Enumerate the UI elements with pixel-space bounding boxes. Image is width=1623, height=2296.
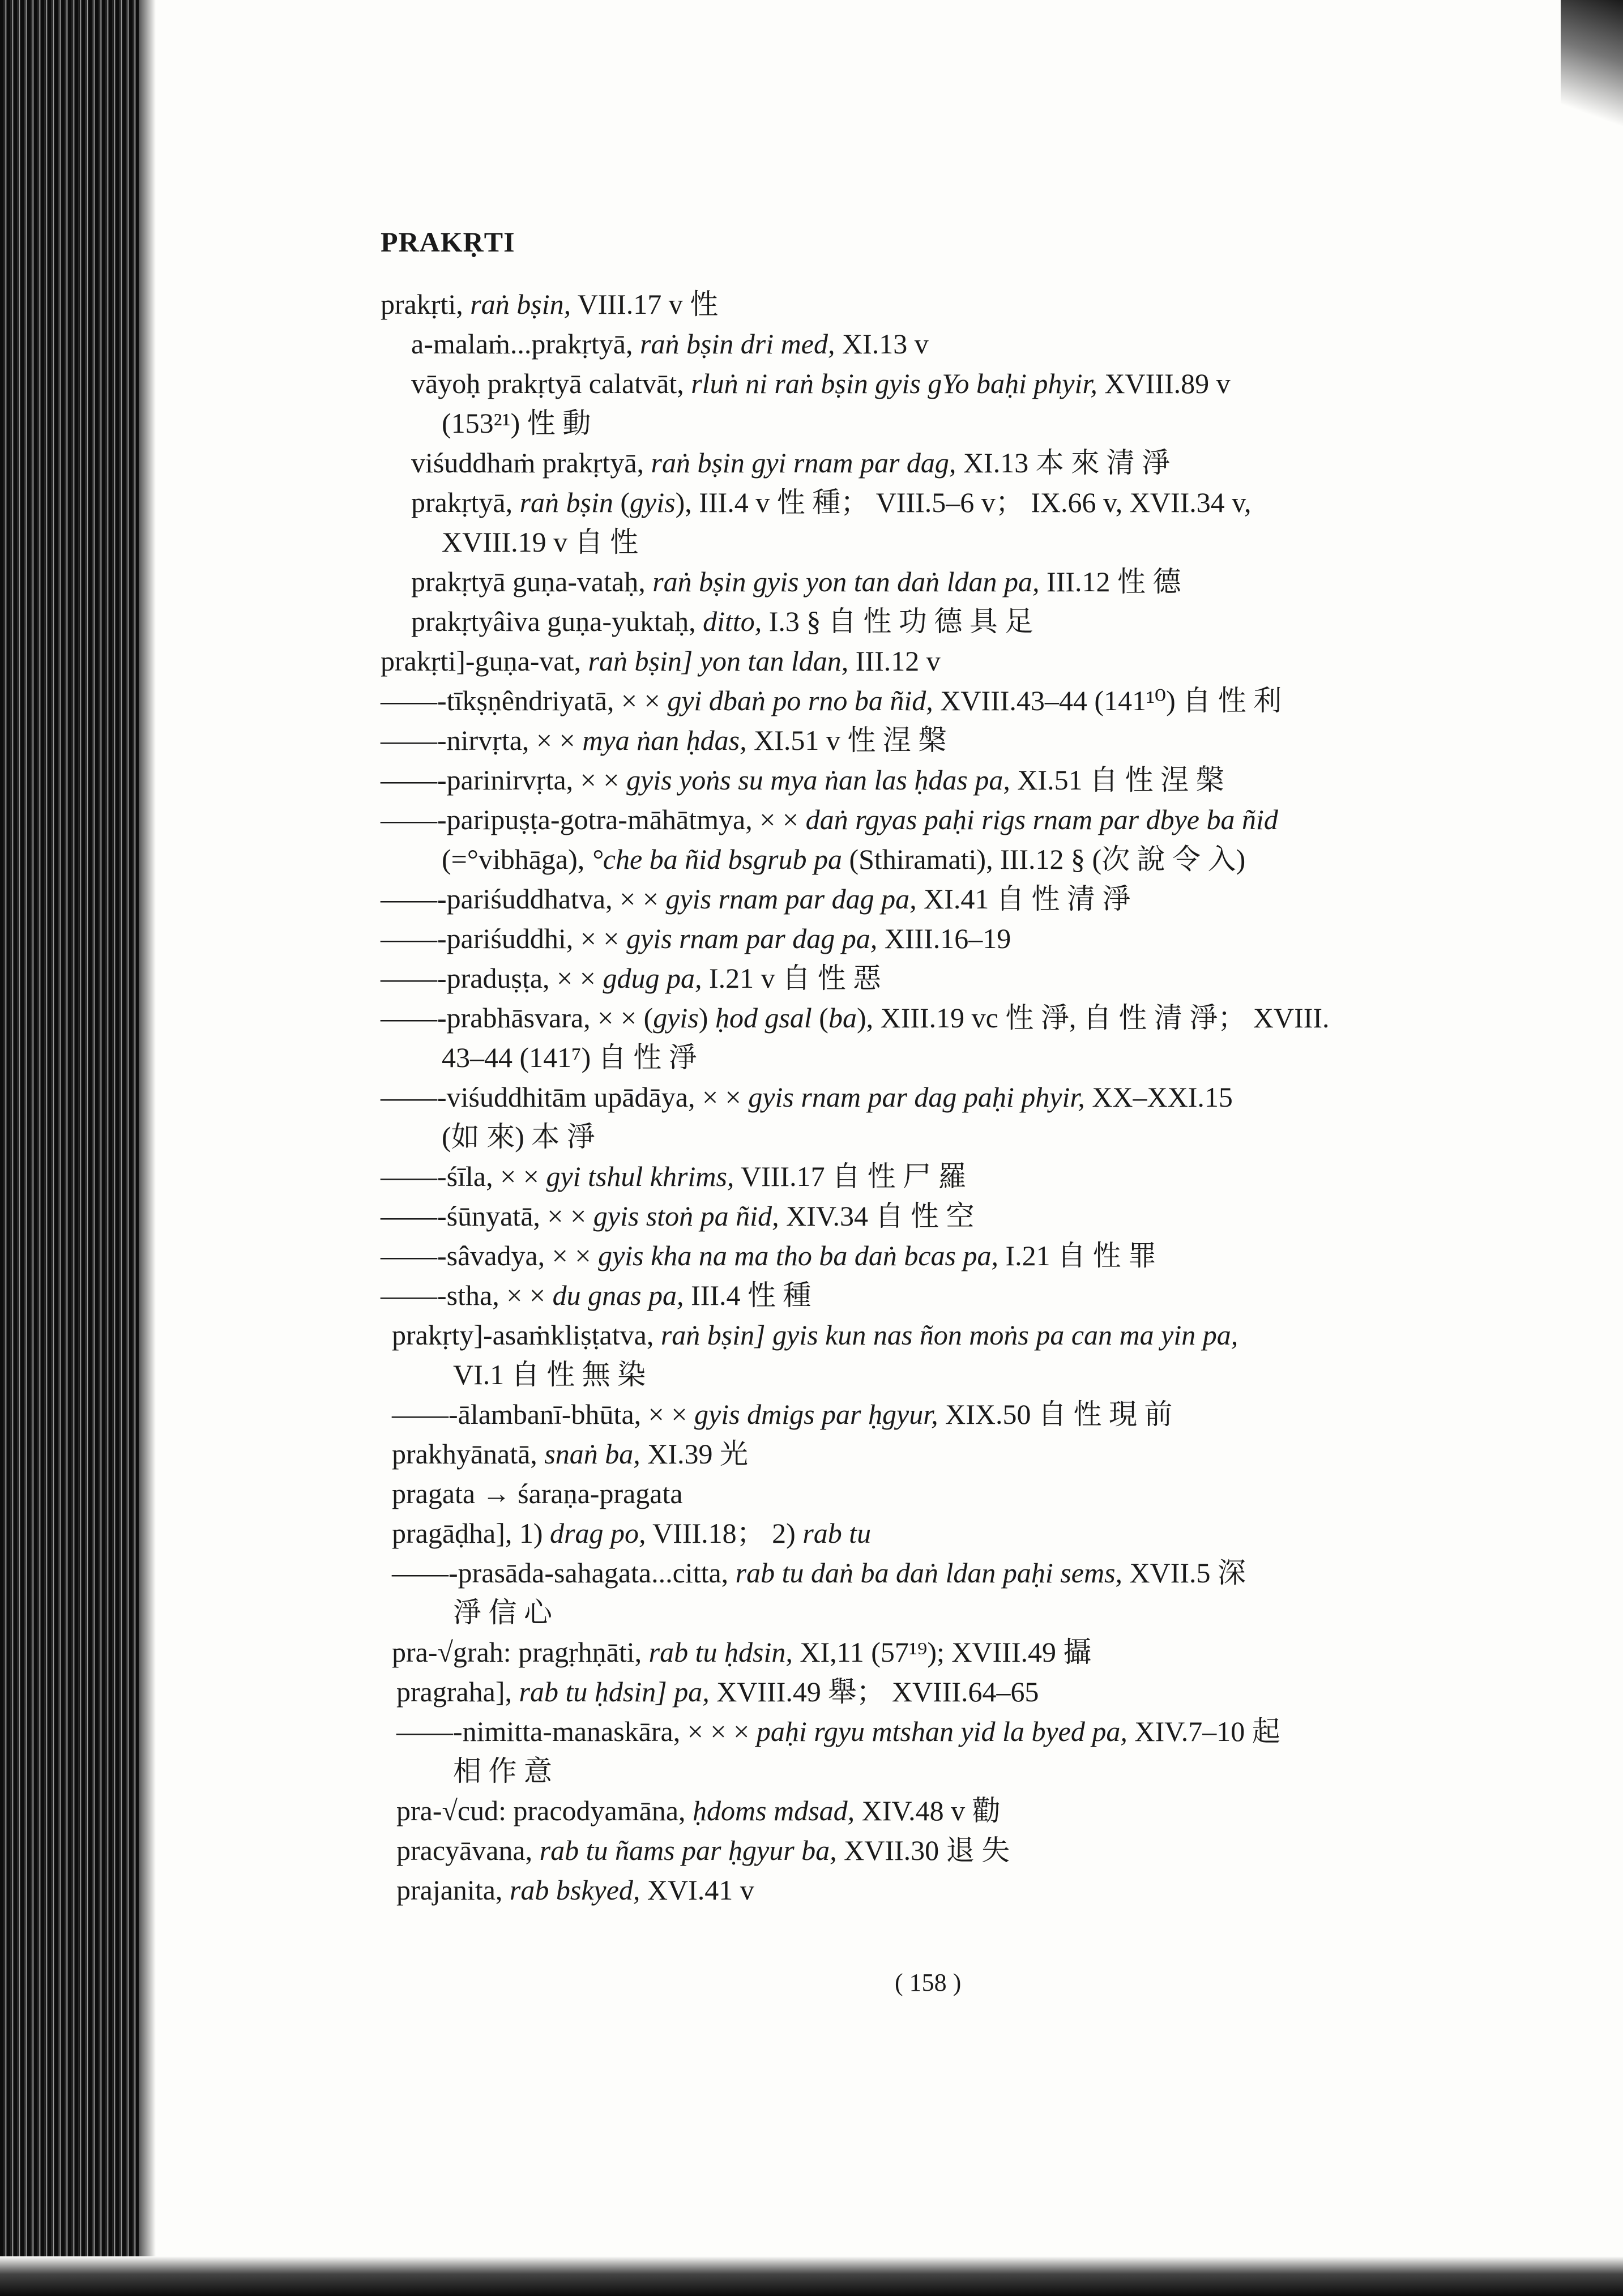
tibetan-text: raṅ bṣin gyis yon tan daṅ ldan pa, <box>652 566 1040 598</box>
tibetan-text: gyis dmigs par ḥgyur, <box>694 1398 938 1430</box>
entry-text: 淨 信 心 <box>453 1597 552 1628</box>
page-number: ( 158 ) <box>895 1969 962 1996</box>
tibetan-text: du gnas pa, <box>552 1279 684 1311</box>
entry-text: pragata → śaraṇa-pragata <box>392 1478 683 1509</box>
entry-line <box>411 603 1033 639</box>
entry-text: XI.39 光 <box>640 1438 749 1470</box>
entry-line <box>442 841 1245 877</box>
entry-text: I.21 v 自 性 惡 <box>702 962 882 994</box>
entry-text: VIII.18； 2) <box>646 1517 803 1549</box>
entry-text: XX–XXI.15 <box>1084 1081 1233 1113</box>
entry-line <box>442 1119 595 1155</box>
entry-text: I.3 § 自 性 功 德 具 足 <box>762 605 1033 637</box>
tibetan-text: rab tu daṅ ba daṅ ldan paḥi sems, <box>735 1557 1123 1589</box>
entry-line <box>392 1555 1246 1591</box>
entry-line <box>453 1594 552 1631</box>
entry-line <box>392 1436 748 1472</box>
entry-text: ) <box>698 1002 715 1034</box>
entry-line <box>411 445 1170 481</box>
entry-line <box>392 1475 683 1512</box>
tibetan-text: gyi dbaṅ po rno ba ñid, <box>667 685 933 716</box>
entry-text: XIV.7–10 起 <box>1127 1715 1280 1747</box>
entry-text: ——-prabhāsvara, × × ( <box>381 1002 654 1034</box>
entry-text: XVI.41 v <box>640 1874 754 1906</box>
entry-text: pragraha], <box>396 1676 519 1708</box>
tibetan-text: gyis <box>630 486 676 518</box>
entry-text: XI.41 自 性 清 淨 <box>916 883 1131 915</box>
tibetan-text: drag po, <box>550 1517 646 1549</box>
entry-text: I.21 自 性 罪 <box>998 1240 1157 1271</box>
entry-text: ——-praduṣṭa, × × <box>381 962 603 994</box>
tibetan-text: rab tu ñams par ḥgyur ba, <box>539 1834 837 1866</box>
entry-line <box>453 1356 646 1393</box>
entry-text: XI.13 本 來 清 淨 <box>956 447 1171 479</box>
entry-text: XIV.48 v 勸 <box>855 1795 1001 1826</box>
entry-text: pragāḍha], 1) <box>392 1517 550 1549</box>
entry-text: XIV.34 自 性 空 <box>779 1200 975 1232</box>
entry-text: ——-viśuddhitām upādāya, × × <box>381 1081 749 1113</box>
entry-line <box>381 1000 1330 1036</box>
tibetan-text: rluṅ ni raṅ bṣin gyis gYo baḥi phyir, <box>691 368 1097 399</box>
entry-line <box>381 682 1282 719</box>
entry-text: VIII.17 自 性 尸 羅 <box>734 1160 967 1192</box>
entry-line <box>411 326 929 362</box>
entry-text: pracyāvana, <box>396 1834 540 1866</box>
entry-line <box>381 881 1130 917</box>
entry-line <box>381 762 1224 798</box>
entry-text: VI.1 自 性 無 染 <box>453 1359 646 1390</box>
tibetan-text: raṅ bṣin, <box>470 288 571 320</box>
entry-line <box>381 1158 967 1194</box>
entry-text: XIII.16–19 <box>877 923 1011 954</box>
entry-text: ——-parinirvṛta, × × <box>381 764 627 796</box>
entry-text: (Sthiramati), III.12 § (次 說 令 入) <box>842 843 1246 875</box>
entry-text: XVIII.49 舉； XVIII.64–65 <box>709 1676 1039 1708</box>
entry-text: III.4 性 種 <box>684 1279 812 1311</box>
entry-line <box>396 1793 1001 1829</box>
entry-text: XI.51 自 性 涅 槃 <box>1010 764 1224 796</box>
entry-text: ——-paripuṣṭa-gotra-māhātmya, × × <box>381 804 806 835</box>
entry-line <box>381 920 1011 957</box>
entry-text: ——-nimitta-manaskāra, × × × <box>396 1715 757 1747</box>
tibetan-text: ḥod gsal <box>715 1002 812 1034</box>
tibetan-text: rab tu ḥdsin] pa, <box>519 1676 710 1708</box>
entry-line <box>396 1674 1039 1710</box>
entry-text: ——-śīla, × × <box>381 1160 546 1192</box>
tibetan-text: gyis kha na ma tho ba daṅ bcas pa, <box>598 1240 998 1271</box>
tibetan-text: snaṅ ba, <box>544 1438 640 1470</box>
entry-line <box>381 286 718 322</box>
entry-text: prakṛty]-asaṁkliṣṭatva, <box>392 1319 661 1351</box>
entry-text: 43–44 (141⁷) 自 性 淨 <box>442 1042 697 1073</box>
entry-text: III.12 v <box>848 645 941 677</box>
entry-line <box>381 801 1278 838</box>
entry-line <box>381 1237 1156 1274</box>
entry-line <box>392 1515 871 1551</box>
entry-text: ——-stha, × × <box>381 1279 553 1311</box>
entry-text: ), XIII.19 vc 性 淨, 自 性 清 淨； XVIII. <box>856 1002 1330 1034</box>
entry-text: ——-tīkṣṇêndriyatā, × × <box>381 685 668 716</box>
entry-line <box>411 484 1252 520</box>
entry-text: prakṛti, <box>381 288 471 320</box>
entry-line <box>381 1198 975 1234</box>
entry-text: vāyoḥ prakṛtyā calatvāt, <box>411 368 691 399</box>
tibetan-text: gdug pa, <box>603 962 702 994</box>
entry-line <box>392 1634 1092 1670</box>
tibetan-text: ditto, <box>703 605 762 637</box>
entry-text: prakṛtyâiva guṇa-yuktaḥ, <box>411 605 703 637</box>
entry-text: ——-sâvadya, × × <box>381 1240 599 1271</box>
entry-line <box>381 722 946 758</box>
entry-line <box>392 1396 1173 1432</box>
tibetan-text: raṅ bṣin dri med, <box>639 328 835 360</box>
entry-line <box>442 524 638 560</box>
entry-text: ——-ālambanī-bhūta, × × <box>392 1398 695 1430</box>
entry-text: ——-pariśuddhi, × × <box>381 923 627 954</box>
tibetan-text: raṅ bṣin gyi rnam par dag, <box>651 447 956 479</box>
entry-text: XVII.5 深 <box>1122 1557 1246 1589</box>
entry-line <box>381 960 881 996</box>
page-heading: PRAKṚTI <box>381 226 515 258</box>
entry-line <box>381 1277 812 1313</box>
entry-text: XVII.30 退 失 <box>836 1834 1010 1866</box>
entry-line <box>411 365 1231 402</box>
tibetan-text: raṅ bṣin <box>519 486 613 518</box>
tibetan-text: mya ṅan ḥdas, <box>582 724 747 756</box>
entry-text: (如 來) 本 淨 <box>442 1121 595 1153</box>
entry-text: ——-nirvṛta, × × <box>381 724 583 756</box>
tibetan-text: raṅ bṣin] yon tan ldan, <box>588 645 849 677</box>
tibetan-text: gyis rnam par dag paḥi phyir, <box>748 1081 1085 1113</box>
entry-text: 相 作 意 <box>453 1755 552 1787</box>
entry-text: ), III.4 v 性 種； VIII.5–6 v； IX.66 v, XVII.34 v, <box>675 486 1252 518</box>
tibetan-text: gyis <box>653 1002 699 1034</box>
entry-text: ——-pariśuddhatva, × × <box>381 883 666 915</box>
entry-text: III.12 性 德 <box>1039 566 1181 598</box>
tibetan-text: gyis rnam par dag pa, <box>626 923 878 954</box>
entry-text: a-malaṁ...prakṛtyā, <box>411 328 640 360</box>
tibetan-text: ba <box>828 1002 857 1034</box>
entry-text: pra-√grah: pragṛhṇāti, <box>392 1636 649 1668</box>
entry-text: ( <box>812 1002 828 1034</box>
tibetan-text: gyis rnam par dag pa, <box>665 883 917 915</box>
tibetan-text: daṅ rgyas paḥi rigs rnam par dbye ba ñid <box>805 804 1278 835</box>
tibetan-text: paḥi rgyu mtshan yid la byed pa, <box>756 1715 1127 1747</box>
entry-text: pra-√cud: pracodyamāna, <box>396 1795 693 1826</box>
tibetan-text: rab bskyed, <box>509 1874 640 1906</box>
entry-line <box>381 643 941 679</box>
entry-text: (=°vibhāga), <box>442 843 592 875</box>
tibetan-text: gyi tshul khrims, <box>546 1160 734 1192</box>
tibetan-text: gyis yoṅs su mya ṅan las ḥdas pa, <box>626 764 1010 796</box>
tibetan-text: raṅ bṣin] gyis kun nas ñon moṅs pa can ma yin pa, <box>660 1319 1238 1351</box>
entry-text: prakṛti]-guṇa-vat, <box>381 645 588 677</box>
entry-text: ——-śūnyatā, × × <box>381 1200 593 1232</box>
entry-text: XIX.50 自 性 現 前 <box>938 1398 1173 1430</box>
entry-text: ——-prasāda-sahagata...citta, <box>392 1557 736 1589</box>
entry-text: XI.13 v <box>835 328 929 360</box>
tibetan-text: rab tu ḥdsin, <box>648 1636 793 1668</box>
tibetan-text: ḥdoms mdsad, <box>693 1795 855 1826</box>
entry-text: XVIII.19 v 自 性 <box>442 526 639 558</box>
entry-text: XVIII.43–44 (141¹⁰) 自 性 利 <box>933 685 1282 716</box>
entry-line <box>442 1039 697 1076</box>
entry-text: ( <box>613 486 630 518</box>
entry-text: prajanita, <box>396 1874 510 1906</box>
entry-text: XI.51 v 性 涅 槃 <box>746 724 947 756</box>
entry-text: (153²¹) 性 動 <box>442 407 591 439</box>
entry-text: VIII.17 v 性 <box>571 288 719 320</box>
entry-line <box>411 564 1181 600</box>
entry-line <box>396 1713 1280 1749</box>
entry-line <box>381 1079 1233 1115</box>
entry-text: prakṛtyā guṇa-vataḥ, <box>411 566 653 598</box>
tibetan-text: gyis stoṅ pa ñid, <box>593 1200 779 1232</box>
entry-line <box>396 1832 1010 1868</box>
entry-line <box>453 1753 552 1789</box>
entry-line <box>396 1872 754 1908</box>
entry-text: XI,11 (57¹⁹); XVIII.49 攝 <box>792 1636 1092 1668</box>
entry-text: XVIII.89 v <box>1097 368 1231 399</box>
entry-text: viśuddhaṁ prakṛtyā, <box>411 447 651 479</box>
tibetan-text: °che ba ñid bsgrub pa <box>591 843 842 875</box>
entry-line <box>442 405 591 441</box>
entry-line <box>392 1317 1238 1353</box>
tibetan-text: rab tu <box>802 1517 872 1549</box>
entry-text: prakṛtyā, <box>411 486 520 518</box>
entry-text: prakhyānatā, <box>392 1438 545 1470</box>
